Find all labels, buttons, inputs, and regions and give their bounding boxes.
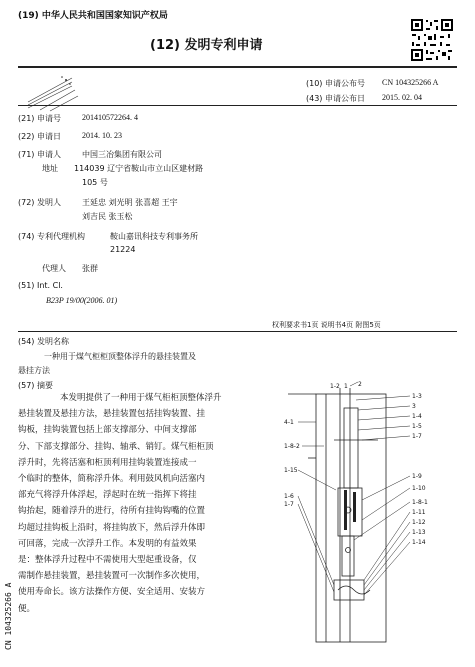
fig-label-top-a: 1-2 xyxy=(330,383,340,390)
app-no: 201410572264. 4 xyxy=(82,113,138,122)
fig-label-r3: 1-4 xyxy=(412,413,422,420)
fig-label-r2: 3 xyxy=(412,403,416,410)
intcl-code: B23P 19/00(2006. 01) xyxy=(46,296,118,305)
abstract-line: 钩抬起，随着浮升的进行，待所有挂钩钩嘴的位置 xyxy=(18,506,206,517)
office-name: (19) 中华人民共和国国家知识产权局 xyxy=(18,11,168,21)
fig-label-r5: 1-7 xyxy=(412,433,422,440)
fig-label-l1: 4-1 xyxy=(284,419,294,426)
qr-code-icon xyxy=(410,18,454,62)
pub-no-label: (10) 申请公布号 xyxy=(306,79,365,88)
agency-line-2: 21224 xyxy=(110,245,136,254)
agency-label: (74) 专利代理机构 xyxy=(18,232,85,241)
fig-label-r8: 1-8-1 xyxy=(412,499,428,506)
abstract-line: 使用寿命长。该方法操作方便、安全适用、安装方 xyxy=(18,587,206,598)
document-type: (12) 发明专利申请 xyxy=(150,38,263,53)
abstract-label: (57) 摘要 xyxy=(18,381,53,390)
agent: 张群 xyxy=(82,264,98,273)
fig-label-l3: 1-15 xyxy=(284,467,298,474)
address-line-1: 114039 辽宁省鞍山市立山区建材路 xyxy=(74,164,204,173)
abstract-text xyxy=(18,390,262,617)
address-label: 地址 xyxy=(42,164,58,173)
inventor-line-2: 刘吉民 张玉松 xyxy=(82,212,133,221)
abstract-line: 本发明提供了一种用于煤气柜柜顶整体浮升 xyxy=(60,393,222,403)
agent-label: 代理人 xyxy=(42,264,66,273)
app-no-label: (21) 申请号 xyxy=(18,114,61,123)
fig-label-l5: 1-7 xyxy=(284,501,294,508)
abstract-line: 悬挂装置及悬挂方法，悬挂装置包括挂钩装置、挂 xyxy=(18,409,206,420)
abstract-line: 分、下部支撑部分、挂钩、轴承、销钉。煤气柜柜顶 xyxy=(18,441,214,452)
fig-label-top-c: 2 xyxy=(358,381,362,388)
abstract-line: 可回落，完成一次浮升工作。本发明的有益效果 xyxy=(18,538,197,549)
fig-label-r10: 1-12 xyxy=(412,519,426,526)
title-label: (54) 发明名称 xyxy=(18,337,69,346)
abstract-line: 浮升时，先将活塞和柜顶利用挂钩装置连接成一 xyxy=(18,457,197,468)
abstract-line: 便。 xyxy=(18,603,36,614)
fig-label-r9: 1-11 xyxy=(412,509,426,516)
header-rule xyxy=(18,66,457,68)
claims-pages: 权利要求书1页 说明书4页 附图5页 xyxy=(272,321,381,329)
pub-date: 2015. 02. 04 xyxy=(382,93,422,102)
applicant-label: (71) 申请人 xyxy=(18,150,61,159)
fig-label-r7: 1-10 xyxy=(412,485,426,492)
fig-label-l2: 1-8-2 xyxy=(284,443,300,450)
side-pub-no: CN 104325266 A xyxy=(4,582,13,650)
header-rule-2 xyxy=(18,105,457,106)
agency-line-1: 鞍山嘉讯科技专利事务所 xyxy=(110,232,198,241)
fig-label-r1: 1-3 xyxy=(412,393,422,400)
fig-label-r12: 1-14 xyxy=(412,539,426,546)
applicant: 中国三冶集团有限公司 xyxy=(82,150,162,159)
fig-label-r11: 1-13 xyxy=(412,529,426,536)
intcl-label: (51) Int. Cl. xyxy=(18,281,63,290)
section-rule xyxy=(18,331,457,332)
abstract-line: 钩板，挂钩装置包括上部支撑部分、中间支撑部 xyxy=(18,425,197,436)
fig-label-top-b: 1 xyxy=(344,383,348,390)
abstract-figure xyxy=(278,380,473,645)
abstract-line: 均超过挂钩板上沿时，将挂钩放下，然后浮升体即 xyxy=(18,522,206,533)
pub-date-label: (43) 申请公布日 xyxy=(306,94,365,103)
abstract-line: 是：整体浮升过程中不需使用大型起重设备，仅 xyxy=(18,555,197,566)
patent-office-emblem-icon xyxy=(20,72,80,112)
abstract-line: 需制作悬挂装置，悬挂装置可一次制作多次使用， xyxy=(18,571,206,582)
pub-no: CN 104325266 A xyxy=(382,78,439,87)
fig-label-r6: 1-9 xyxy=(412,473,422,480)
app-date: 2014. 10. 23 xyxy=(82,131,122,140)
fig-label-l4: 1-6 xyxy=(284,493,294,500)
title-line-1: 一种用于煤气柜柜顶整体浮升的悬挂装置及 xyxy=(44,352,196,361)
fig-label-r4: 1-5 xyxy=(412,423,422,430)
inventor-line-1: 王延忠 刘光明 张喜超 王宇 xyxy=(82,198,178,207)
abstract-line: 个临时的整体，简称浮升体。利用鼓风机向活塞内 xyxy=(18,474,206,485)
inventor-label: (72) 发明人 xyxy=(18,198,61,207)
abstract-line: 部充气将浮升体浮起，浮起时在统一指挥下将挂 xyxy=(18,490,197,501)
app-date-label: (22) 申请日 xyxy=(18,132,61,141)
title-line-2: 悬挂方法 xyxy=(18,366,50,375)
address-line-2: 105 号 xyxy=(82,178,108,187)
